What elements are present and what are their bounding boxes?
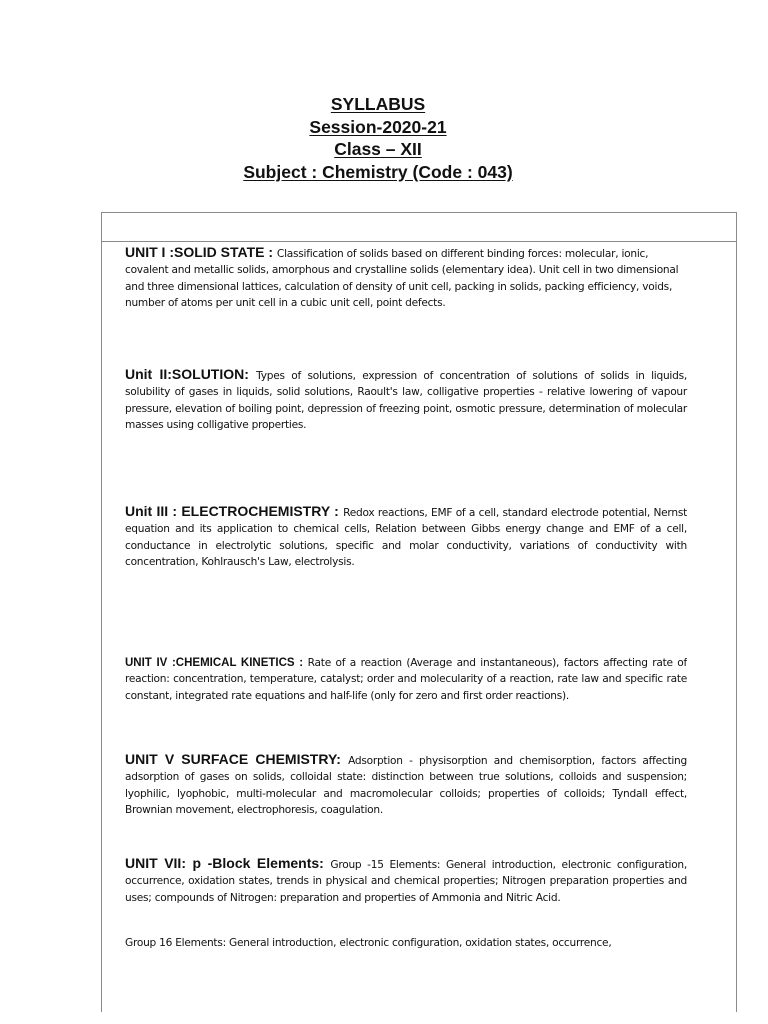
unit-title: UNIT VII: p -Block Elements:	[125, 855, 331, 871]
unit-title: UNIT I :SOLID STATE :	[125, 244, 277, 260]
frame-divider	[102, 241, 736, 242]
unit-chemical-kinetics	[125, 655, 687, 712]
syllabus-heading	[0, 93, 756, 183]
unit-electrochemistry	[125, 503, 687, 570]
unit-text: Classification of solids based on different binding forces: molecular, ionic, covalent and metallic solids, amorphous and crystalline solids (elementary idea). Unit cell in two dimensional and three dimensional lattices, calculation of density of unit cell, packing in solids, packing efficiency, voids, number of atoms per unit cell in a cubic unit cell, point defects.	[125, 248, 679, 309]
unit-p-block	[125, 855, 687, 906]
unit-solution	[125, 366, 687, 433]
heading-session: Session-2020-21	[309, 116, 447, 137]
unit-title: Unit III : ELECTROCHEMISTRY :	[125, 503, 344, 519]
unit-text: Types of solutions, expression of concentration of solutions of solids in liquids, solubility of gases in liquids, solid solutions, Raoult's law, colligative properties - relative lowering of vapour pressure, elevation of boiling point, depression of freezing point, osmotic pressure, determination of molecular masses using colligative properties.	[125, 370, 687, 431]
group-16-elements	[125, 935, 687, 951]
unit-surface-chemistry	[125, 751, 687, 818]
unit-text: Redox reactions, EMF of a cell, standard electrode potential, Nernst equation and its application to chemical cells, Relation between Gibbs energy change and EMF of a cell, conductance in electrolytic solutions, specific and molar conductivity, variations of conductivity with concentration, Kohlrausch's Law, electrolysis.	[125, 507, 687, 568]
heading-syllabus: SYLLABUS	[330, 94, 426, 114]
unit-solid-state	[125, 244, 687, 311]
heading-class: Class – XII	[334, 139, 422, 159]
unit-text: Adsorption - physisorption and chemisorption, factors affecting adsorption of gases on solids, colloidal state: distinction between true solutions, colloids and suspension; lyophilic, lyophobic, multi-molecular and macromolecular colloids; properties of colloids; Tyndall effect, Brownian movement, electrophoresis, coagulation.	[125, 755, 687, 816]
unit-title: UNIT V SURFACE CHEMISTRY:	[125, 751, 349, 767]
unit-title: Unit II:SOLUTION:	[125, 366, 257, 382]
unit-title: UNIT IV :CHEMICAL KINETICS :	[125, 657, 308, 669]
unit-text: Rate of a reaction (Average and instantaneous), factors affecting rate of reaction: concentration, temperature, catalyst; order and molecularity of a reaction, rate law and specific rate constant, integrated rate equations and half-life (only for zero and first order reactions).	[125, 657, 687, 702]
heading-subject: Subject : Chemistry (Code : 043)	[243, 161, 513, 182]
unit-text: Group 16 Elements: General introduction, electronic configuration, oxidation states, occurrence,	[125, 937, 612, 949]
unit-text: Group -15 Elements: General introduction, electronic configuration, occurrence, oxidation states, trends in physical and chemical properties; Nitrogen preparation properties and uses; compounds of Nitrogen: preparation and properties of Ammonia and Nitric Acid.	[125, 859, 688, 904]
